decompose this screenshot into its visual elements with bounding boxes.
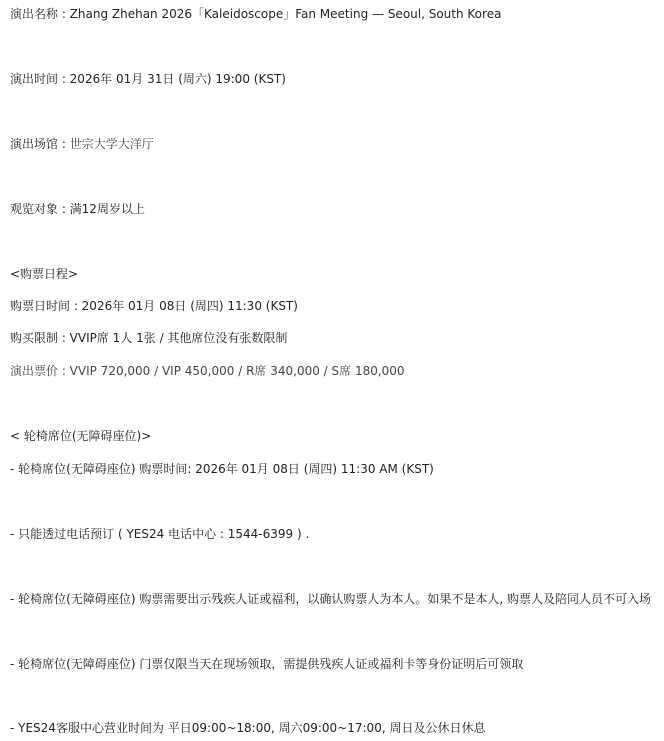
wheelchair-header: < 轮椅席位(无障碍座位)> bbox=[10, 429, 152, 443]
phone-booking-note: - 只能透过电话预订 ( YES24 电话中心 : 1544-6399 ) . bbox=[10, 527, 310, 541]
venue-name: 世宗大学大洋厅 bbox=[69, 137, 154, 151]
audience-restriction: 观览对象 : 满12周岁以上 bbox=[10, 202, 145, 216]
wheelchair-pickup-note: - 轮椅席位(无障碍座位) 门票仅限当天在现场领取，需提供残疾人证或福利卡等身份证明后可领取 bbox=[10, 657, 524, 671]
wheelchair-sale-time: - 轮椅席位(无障碍座位) 购票时间: 2026年 01月 08日 (周四) 11:30 AM (KST) bbox=[10, 462, 434, 476]
ticket-sale-time: 购票日时间 : 2026年 01月 08日 (周四) 11:30 (KST) bbox=[10, 299, 298, 313]
ticket-prices: 演出票价 : VVIP 720,000 / VIP 450,000 / R席 340,000 / S席 180,000 bbox=[10, 364, 405, 378]
event-name: 演出名称 : Zhang Zhehan 2026「Kaleidoscope」Fan Meeting — Seoul, South Korea bbox=[10, 7, 502, 21]
service-hours-note: - YES24客服中心营业时间为 平日09:00~18:00, 周六09:00~17:00, 周日及公休日休息 bbox=[10, 721, 486, 735]
ticket-schedule-header: <购票日程> bbox=[10, 267, 79, 281]
event-venue bbox=[10, 136, 154, 152]
wheelchair-id-note: - 轮椅席位(无障碍座位) 购票需要出示残疾人证或福利，以确认购票人为本人。如果不是本人, 购票人及陪同人员不可入场 bbox=[10, 592, 651, 606]
event-time: 演出时间 : 2026年 01月 31日 (周六) 19:00 (KST) bbox=[10, 72, 286, 86]
venue-label: 演出场馆 : bbox=[10, 137, 70, 151]
purchase-limit: 购买限制 : VVIP席 1人 1张 / 其他席位没有张数限制 bbox=[10, 331, 288, 345]
